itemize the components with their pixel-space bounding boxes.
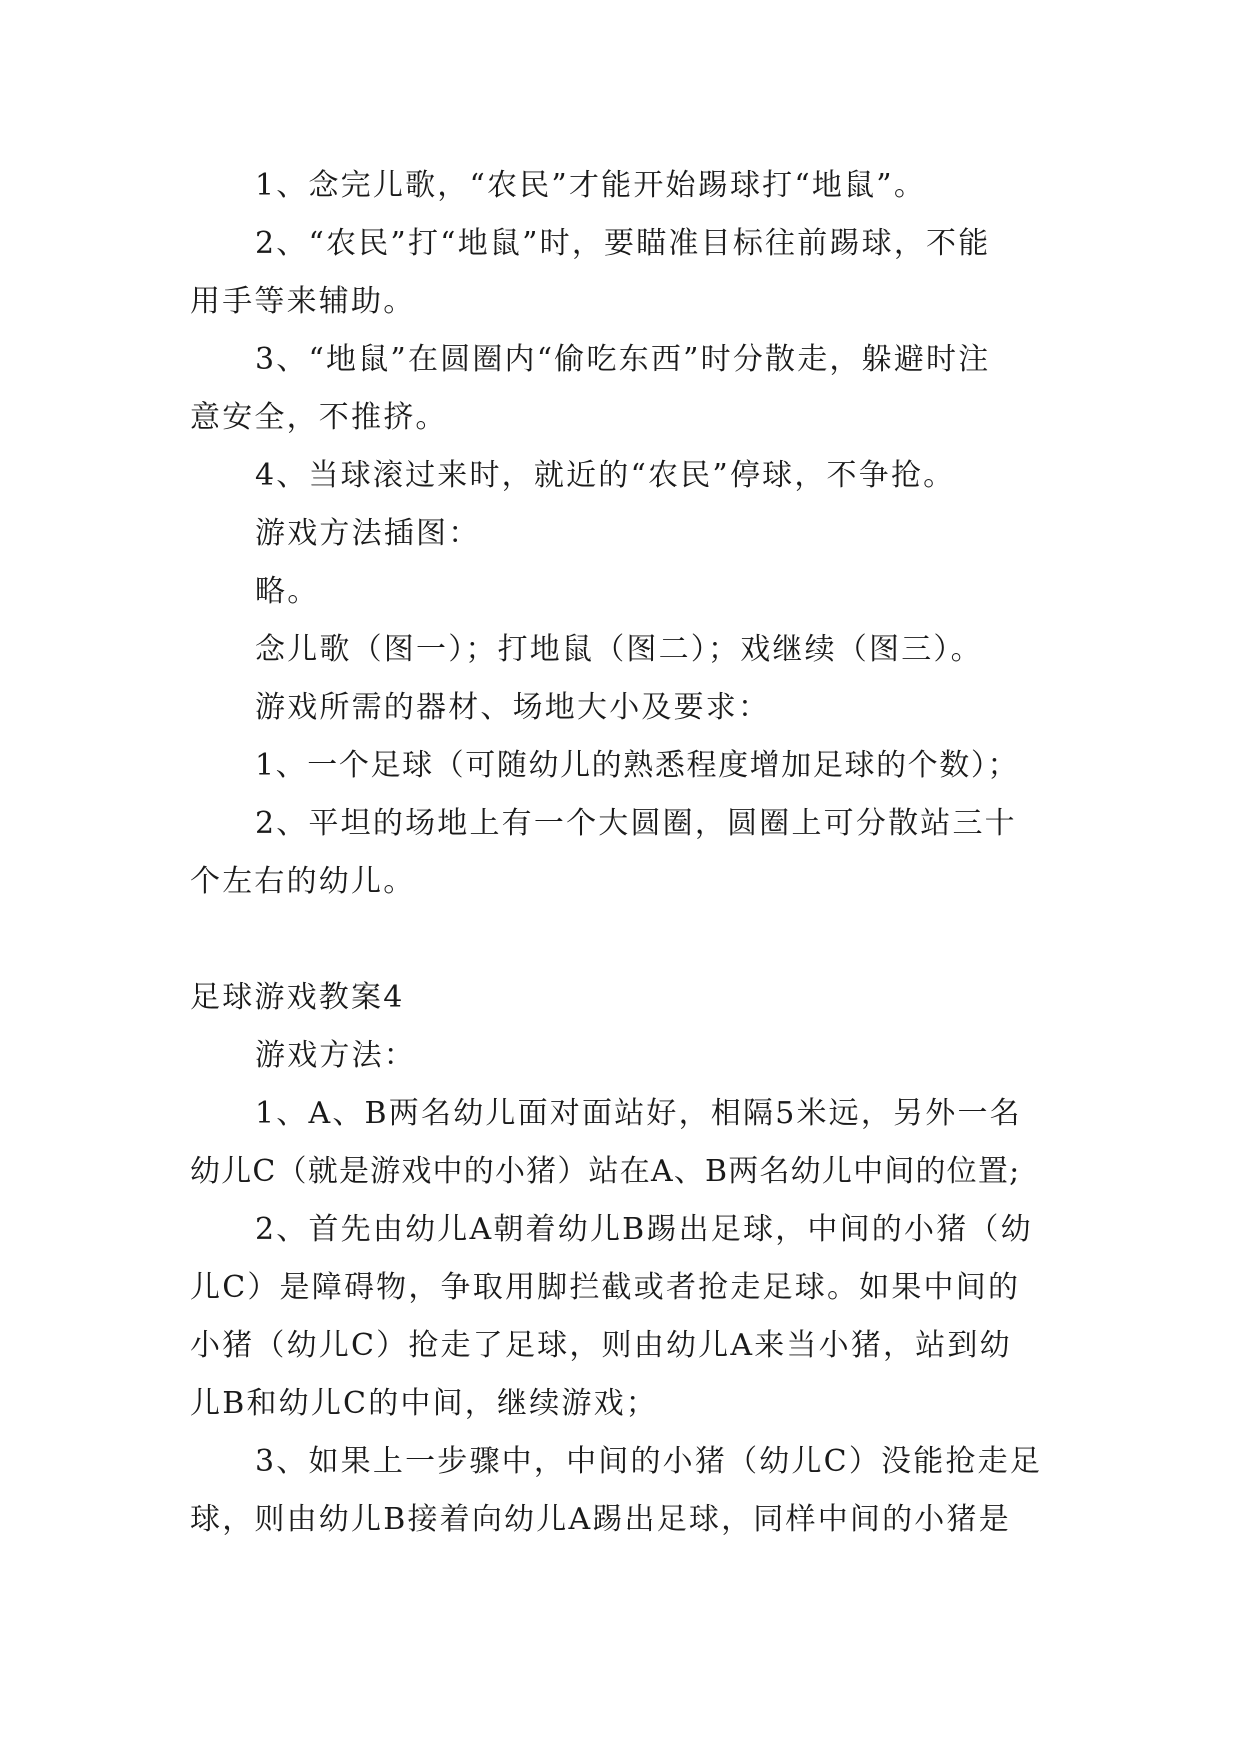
paragraph-line: 1、A、B两名幼儿面对面站好，相隔5米远，另外一名 bbox=[255, 1096, 1022, 1131]
paragraph-line: 个左右的幼儿。 bbox=[190, 864, 416, 899]
paragraph-line: 2、平坦的场地上有一个大圆圈，圆圈上可分散站三十 bbox=[255, 806, 1017, 841]
paragraph-line: 略。 bbox=[255, 574, 320, 609]
paragraph-line: 念儿歌（图一）；打地鼠（图二）；戏继续（图三）。 bbox=[255, 632, 983, 667]
section-heading: 足球游戏教案4 bbox=[190, 980, 405, 1015]
paragraph-line: 3、“地鼠”在圆圈内“偷吃东西”时分散走，躲避时注 bbox=[255, 342, 991, 377]
paragraph-line: 儿B和幼儿C的中间，继续游戏； bbox=[190, 1386, 658, 1421]
paragraph-line: 游戏方法： bbox=[255, 1038, 416, 1073]
paragraph-line: 小猪（幼儿C）抢走了足球，则由幼儿A来当小猪，站到幼 bbox=[190, 1328, 1012, 1363]
paragraph-line: 2、“农民”打“地鼠”时，要瞄准目标往前踢球，不能 bbox=[255, 226, 991, 261]
paragraph-line: 游戏方法插图： bbox=[255, 516, 481, 551]
paragraph-line: 1、念完儿歌，“农民”才能开始踢球打“地鼠”。 bbox=[255, 168, 927, 203]
paragraph-line: 儿C）是障碍物，争取用脚拦截或者抢走足球。如果中间的 bbox=[190, 1270, 1021, 1305]
paragraph-line: 幼儿C（就是游戏中的小猪）站在A、B两名幼儿中间的位置; bbox=[190, 1154, 1021, 1189]
paragraph-line: 2、首先由幼儿A朝着幼儿B踢出足球，中间的小猪（幼 bbox=[255, 1212, 1033, 1247]
paragraph-line: 3、如果上一步骤中，中间的小猪（幼儿C）没能抢走足 bbox=[255, 1444, 1043, 1479]
paragraph-line: 4、当球滚过来时，就近的“农民”停球，不争抢。 bbox=[255, 458, 956, 493]
paragraph-line: 1、一个足球（可随幼儿的熟悉程度增加足球的个数）； bbox=[255, 748, 1020, 783]
paragraph-line: 用手等来辅助。 bbox=[190, 284, 416, 319]
paragraph-line: 球，则由幼儿B接着向幼儿A踢出足球，同样中间的小猪是 bbox=[190, 1502, 1011, 1537]
paragraph-line: 游戏所需的器材、场地大小及要求： bbox=[255, 690, 771, 725]
paragraph-line: 意安全，不推挤。 bbox=[190, 400, 448, 435]
